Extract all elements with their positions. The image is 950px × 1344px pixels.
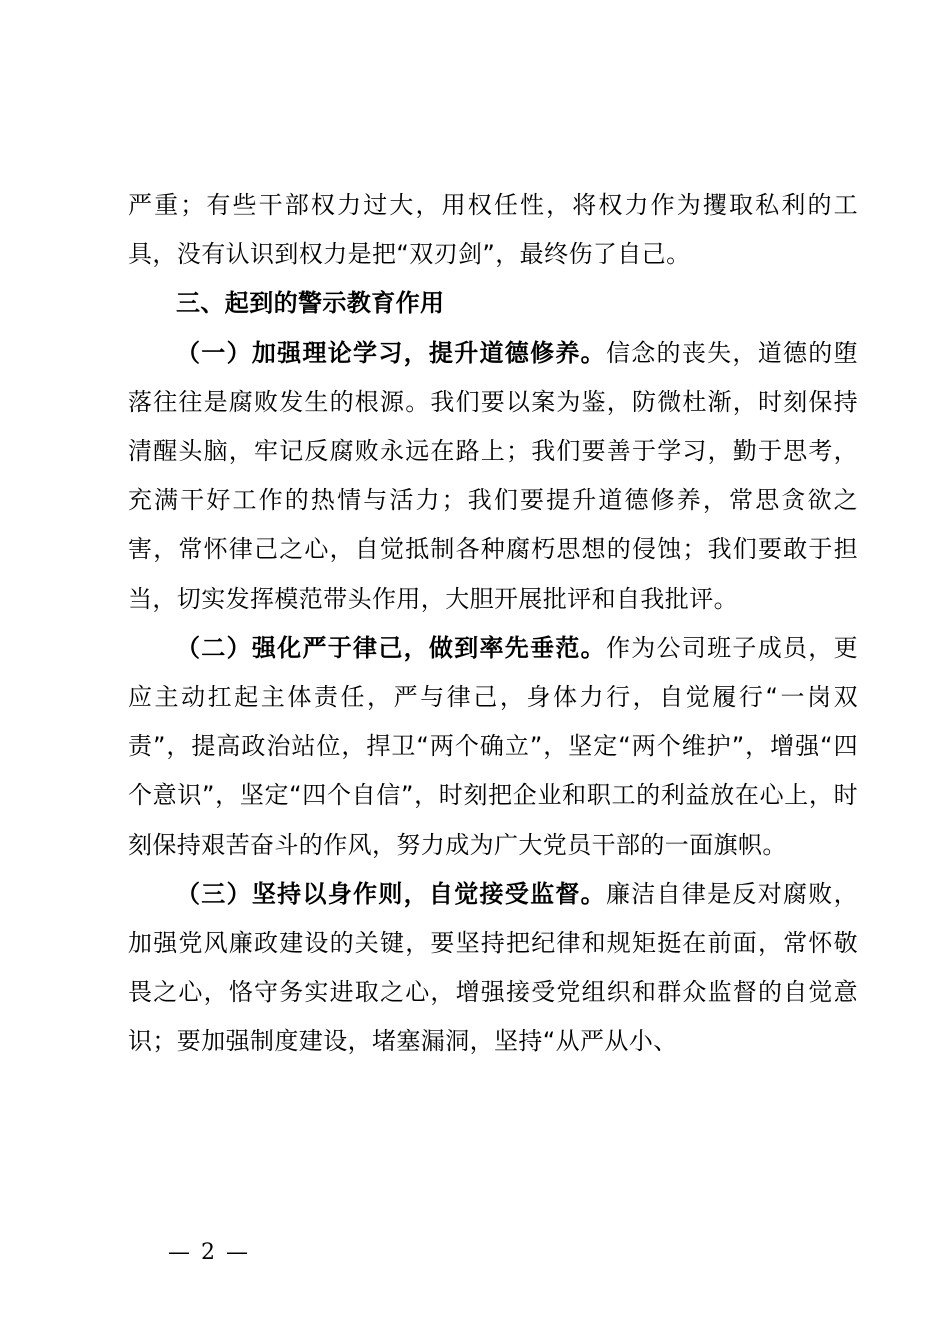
subsection-lead-3: （三）坚持以身作则，自觉接受监督。 xyxy=(176,879,606,908)
subsection-paragraph-3 xyxy=(128,870,858,1067)
section-heading: 三、起到的警示教育作用 xyxy=(176,289,445,318)
subsection-lead-1: （一）加强理论学习，提升道德修养。 xyxy=(176,338,606,367)
subsection-lead-2: （二）强化严于律己，做到率先垂范。 xyxy=(176,633,606,662)
subsection-body-3: 廉洁自律是反对腐败，加强党风廉政建设的关键，要坚持把纪律和规矩挺在前面，常怀敬畏之心，恪守务实进取之心，增强接受党组织和群众监督的自觉意识；要加强制度建设，堵塞漏洞，坚持“从严从小、 xyxy=(128,879,858,1056)
continued-paragraph: 严重；有些干部权力过大，用权任性，将权力作为攫取私利的工具，没有认识到权力是把“双刃剑”，最终伤了自己。 xyxy=(128,191,858,269)
subsection-paragraph-1 xyxy=(128,329,858,624)
page-number: — 2 — xyxy=(168,1240,250,1265)
subsection-paragraph-2 xyxy=(128,624,858,870)
document-body xyxy=(128,181,858,1067)
subsection-body-2: 作为公司班子成员，更应主动扛起主体责任，严与律己，身体力行，自觉履行“一岗双责”，提高政治站位，捍卫“两个确立”，坚定“两个维护”，增强“四个意识”，坚定“四个自信”，时刻把企业和职工的利益放在心上，时刻保持艰苦奋斗的作风，努力成为广大党员干部的一面旗帜。 xyxy=(128,633,858,859)
subsection-body-1: 信念的丧失，道德的堕落往往是腐败发生的根源。我们要以案为鉴，防微杜渐，时刻保持清醒头脑，牢记反腐败永远在路上；我们要善于学习，勤于思考，充满干好工作的热情与活力；我们要提升道德修养，常思贪欲之害，常怀律己之心，自觉抵制各种腐朽思想的侵蚀；我们要敢于担当，切实发挥模范带头作用，大胆开展批评和自我批评。 xyxy=(128,338,858,613)
